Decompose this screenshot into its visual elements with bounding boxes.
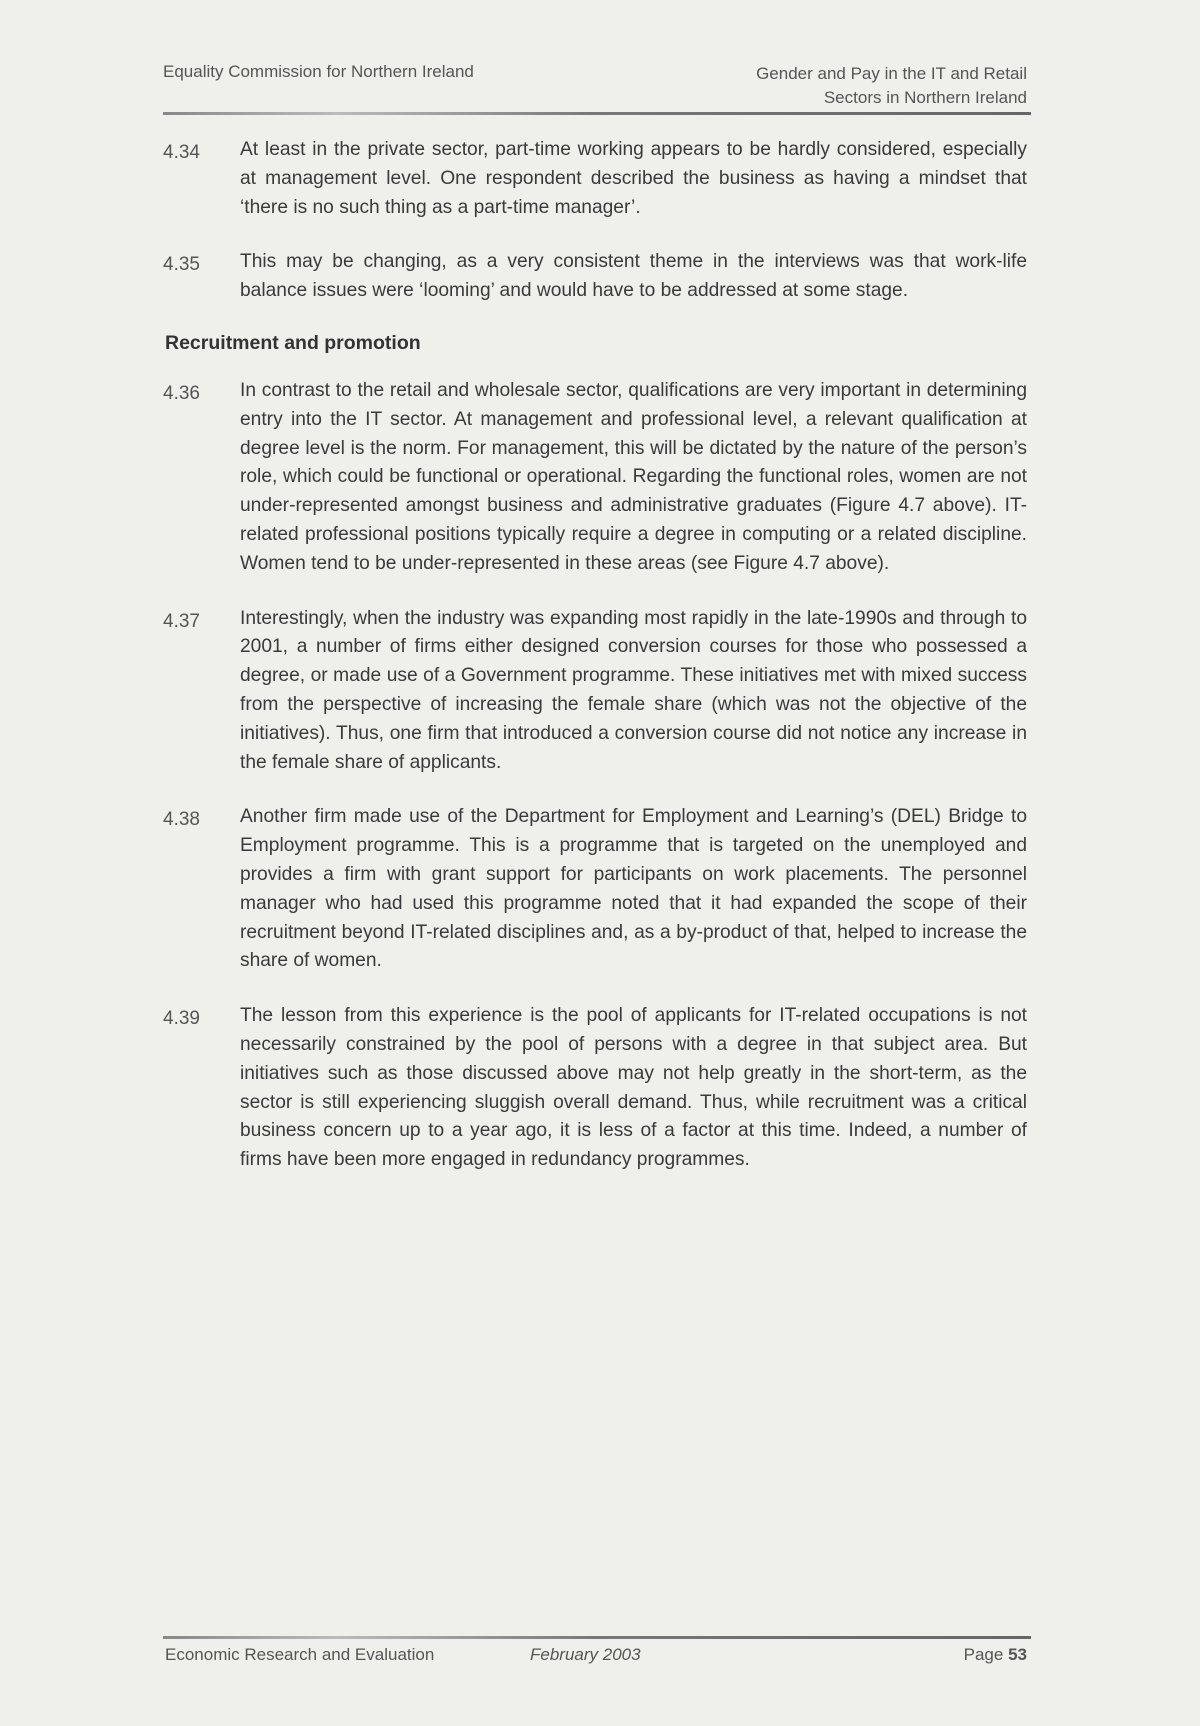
header-title-line1: Gender and Pay in the IT and Retail [756, 64, 1027, 83]
paragraph-text: Another firm made use of the Department for Employment and Learning’s (DEL) Bridge to Employment programme. This is a programme that is targeted on the unemployed and provides a firm with grant support for participants on work placements. The personnel manager who had used this programme noted that it had expanded the scope of their recruitment beyond IT-related disciplines and, as a by-product of that, helped to increase the share of women. [240, 806, 1027, 972]
header-report-title [756, 62, 1027, 110]
footer-divider [163, 1636, 1031, 1639]
page-body [163, 136, 1027, 1201]
footer-date: February 2003 [530, 1645, 641, 1664]
paragraph-text: This may be changing, as a very consistent theme in the interviews was that work-life balance issues were ‘looming’ and would have to be addressed at some stage. [240, 251, 1027, 302]
paragraph-number: 4.38 [163, 809, 200, 831]
footer-page-label: Page [963, 1645, 1004, 1664]
section-heading: Recruitment and promotion [165, 331, 421, 354]
paragraph-number: 4.37 [163, 610, 200, 632]
paragraph-4-37 [163, 605, 1027, 778]
header-organization: Equality Commission for Northern Ireland [163, 62, 474, 81]
paragraph-number: 4.36 [163, 382, 200, 404]
paragraph-text: In contrast to the retail and wholesale sector, qualifications are very important in determining entry into the IT sector. At management and professional level, a relevant qualification at degree level is the norm. For management, this will be dictated by the nature of the person’s role, which could be functional or operational. Regarding the functional roles, women are not under-represented amongst business and administrative graduates (Figure 4.7 above). IT-related professional positions typically require a degree in computing or a related discipline. Women tend to be under-represented in these areas (see Figure 4.7 above). [240, 379, 1027, 574]
paragraph-4-36 [163, 377, 1027, 579]
footer-page [964, 1645, 1027, 1665]
paragraph-number: 4.34 [163, 142, 200, 163]
footer-page-number: 53 [1008, 1645, 1027, 1664]
paragraph-text: At least in the private sector, part-time working appears to be hardly considered, especially at management level. One respondent described the business as having a mindset that ‘there is no such thing as a part-time manager’. [240, 139, 1027, 218]
paragraph-4-38 [163, 803, 1027, 976]
footer-department: Economic Research and Evaluation [165, 1645, 435, 1664]
paragraph-number: 4.39 [163, 1008, 200, 1030]
header-divider [163, 112, 1031, 115]
paragraph-4-39 [163, 1002, 1027, 1175]
paragraph-4-34 [163, 136, 1027, 222]
header-title-line2: Sectors in Northern Ireland [823, 88, 1027, 107]
paragraph-text: Interestingly, when the industry was expanding most rapidly in the late-1990s and through to 2001, a number of firms either designed conversion courses for those who possessed a degree, or made use of a Government programme. These initiatives met with mixed success from the perspective of increasing the female share (which was not the objective of the initiatives). Thus, one firm that introduced a conversion course did not notice any increase in the female share of applicants. [240, 607, 1027, 773]
paragraph-text: The lesson from this experience is the pool of applicants for IT-related occupations is not necessarily constrained by the pool of persons with a degree in that subject area. But initiatives such as those discussed above may not help greatly in the short-term, as the sector is still experiencing sluggish overall demand. Thus, while recruitment was a critical business concern up to a year ago, it is less of a factor at this time. Indeed, a number of firms have been more engaged in redundancy programmes. [240, 1005, 1027, 1171]
paragraph-4-35 [163, 248, 1027, 306]
paragraph-number: 4.35 [163, 254, 200, 276]
